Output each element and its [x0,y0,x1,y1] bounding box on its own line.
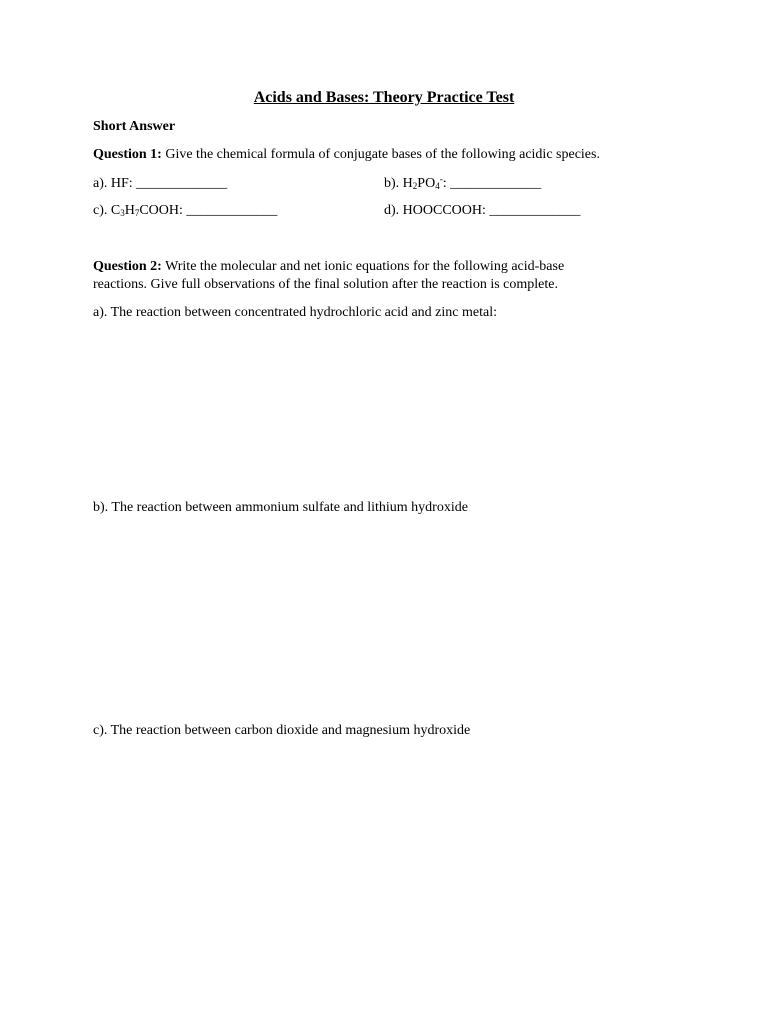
answer-blank: _____________ [186,203,278,218]
question-2-prompt [93,258,564,276]
question-1-label: Question 1: [93,147,162,162]
answer-blank: _____________ [136,176,228,191]
question-1-item-b: b). $H_2PO_4^-$: _____________ [384,174,542,191]
question-2-label: Question 2: [93,259,162,274]
question-2-text-line-2: reactions. Give full observations of the final solution after the reaction is complete. [93,277,558,292]
question-2-text-line-1: Write the molecular and net ionic equations for the following acid-base [165,259,565,274]
question-1-item-c: c). $C_3H_7COOH$: _____________ [93,203,278,218]
page-title: Acids and Bases: Theory Practice Test [253,89,515,106]
question-2-part-c: c). The reaction between carbon dioxide and magnesium hydroxide [93,723,471,738]
question-2-part-a: a). The reaction between concentrated hydrochloric acid and zinc metal: [93,305,497,320]
question-1-item-a: a). HF: _____________ [93,176,228,191]
answer-blank: _____________ [450,176,542,191]
section-heading: Short Answer [93,119,176,134]
question-1-item-d: d). HOOCCOOH: _____________ [384,203,581,218]
answer-blank: _____________ [489,203,581,218]
question-1-text: Give the chemical formula of conjugate bases of the following acidic species. [165,147,600,162]
question-2-part-b: b). The reaction between ammonium sulfate and lithium hydroxide [93,500,468,515]
question-1-prompt [93,146,600,164]
